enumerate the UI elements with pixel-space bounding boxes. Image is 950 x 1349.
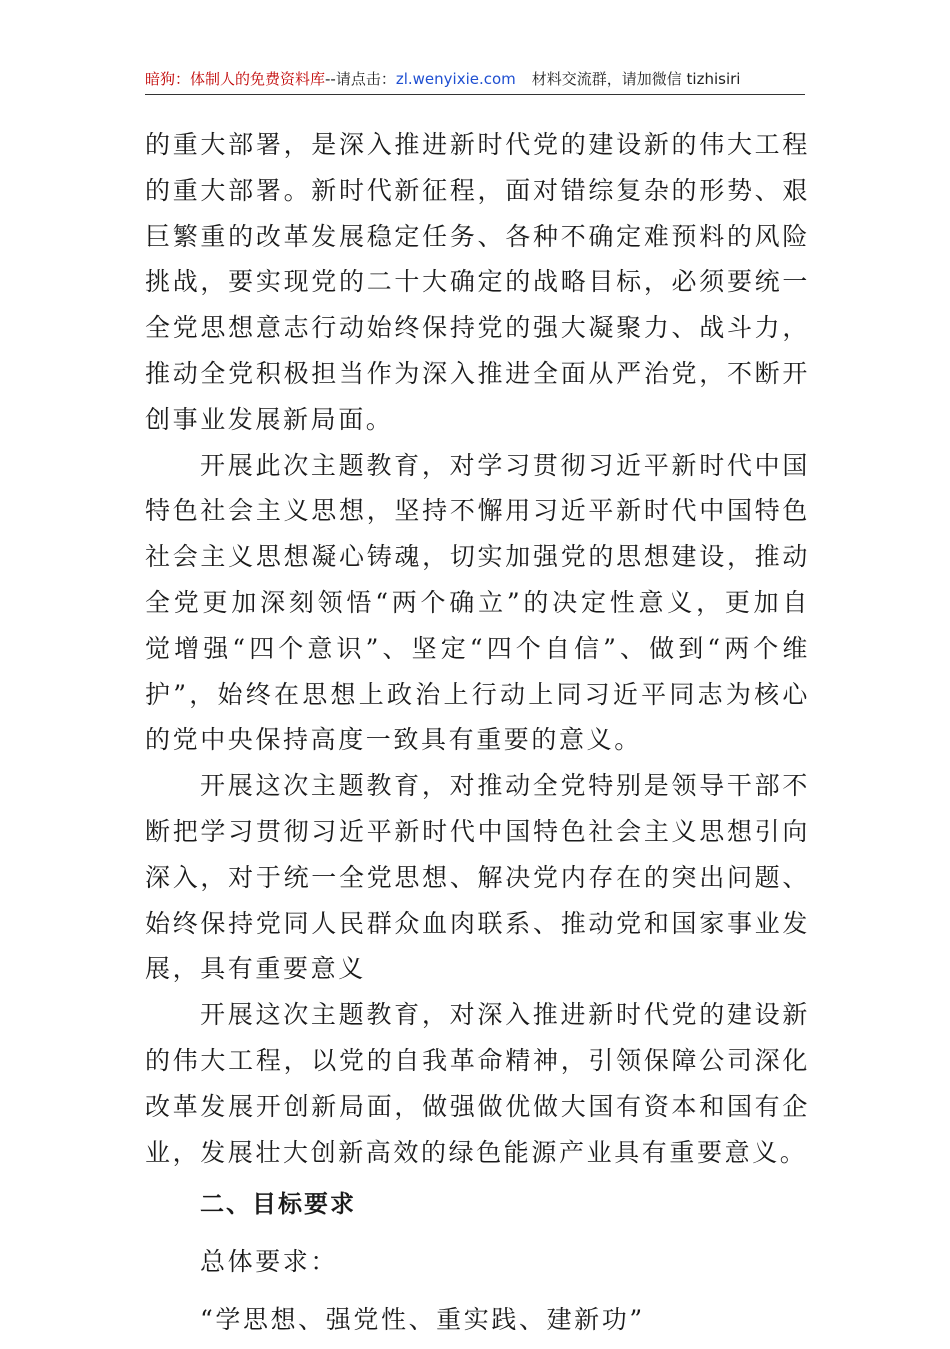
header-note: 材料交流群，请加微信 tizhisiri	[531, 70, 741, 88]
document-body	[145, 122, 810, 1349]
header-brand: 暗狗：体制人的免费资料库	[145, 70, 326, 88]
header-link[interactable]: zl.wenyixie.com	[395, 70, 516, 88]
slogan: “学思想、强党性、重实践、建新功”	[200, 1305, 645, 1335]
paragraph-4: 开展这次主题教育，对深入推进新时代党的建设新的伟大工程，以党的自我革命精神，引领保障公司深化改革发展开创新局面，做强做优做大国有资本和国有企业，发展壮大创新高效的绿色能源产业具有重要意义。	[145, 1000, 810, 1167]
header-divider	[145, 94, 805, 95]
subheading: 总体要求：	[200, 1247, 339, 1277]
header-prompt: --请点击：	[325, 70, 396, 88]
paragraph-3: 开展这次主题教育，对推动全党特别是领导干部不断把学习贯彻习近平新时代中国特色社会主义思想引向深入，对于统一全党思想、解决党内存在的突出问题、始终保持党同人民群众血肉联系、推动党和国家事业发展，具有重要意义	[145, 771, 810, 984]
paragraph-1: 的重大部署，是深入推进新时代党的建设新的伟大工程的重大部署。新时代新征程，面对错综复杂的形势、艰巨繁重的改革发展稳定任务、各种不确定难预料的风险挑战，要实现党的二十大确定的战略目标，必须要统一全党思想意志行动始终保持党的强大凝聚力、战斗力，推动全党积极担当作为深入推进全面从严治党，不断开创事业发展新局面。	[145, 130, 810, 434]
paragraph-2: 开展此次主题教育，对学习贯彻习近平新时代中国特色社会主义思想，坚持不懈用习近平新时代中国特色社会主义思想凝心铸魂，切实加强党的思想建设，推动全党更加深刻领悟“两个确立”的决定性意义，更加自觉增强“四个意识”、坚定“四个自信”、做到“两个维护”，始终在思想上政治上行动上同习近平同志为核心的党中央保持高度一致具有重要的意义。	[145, 450, 810, 755]
page-header	[145, 66, 805, 92]
section-heading: 二、目标要求	[200, 1190, 356, 1219]
